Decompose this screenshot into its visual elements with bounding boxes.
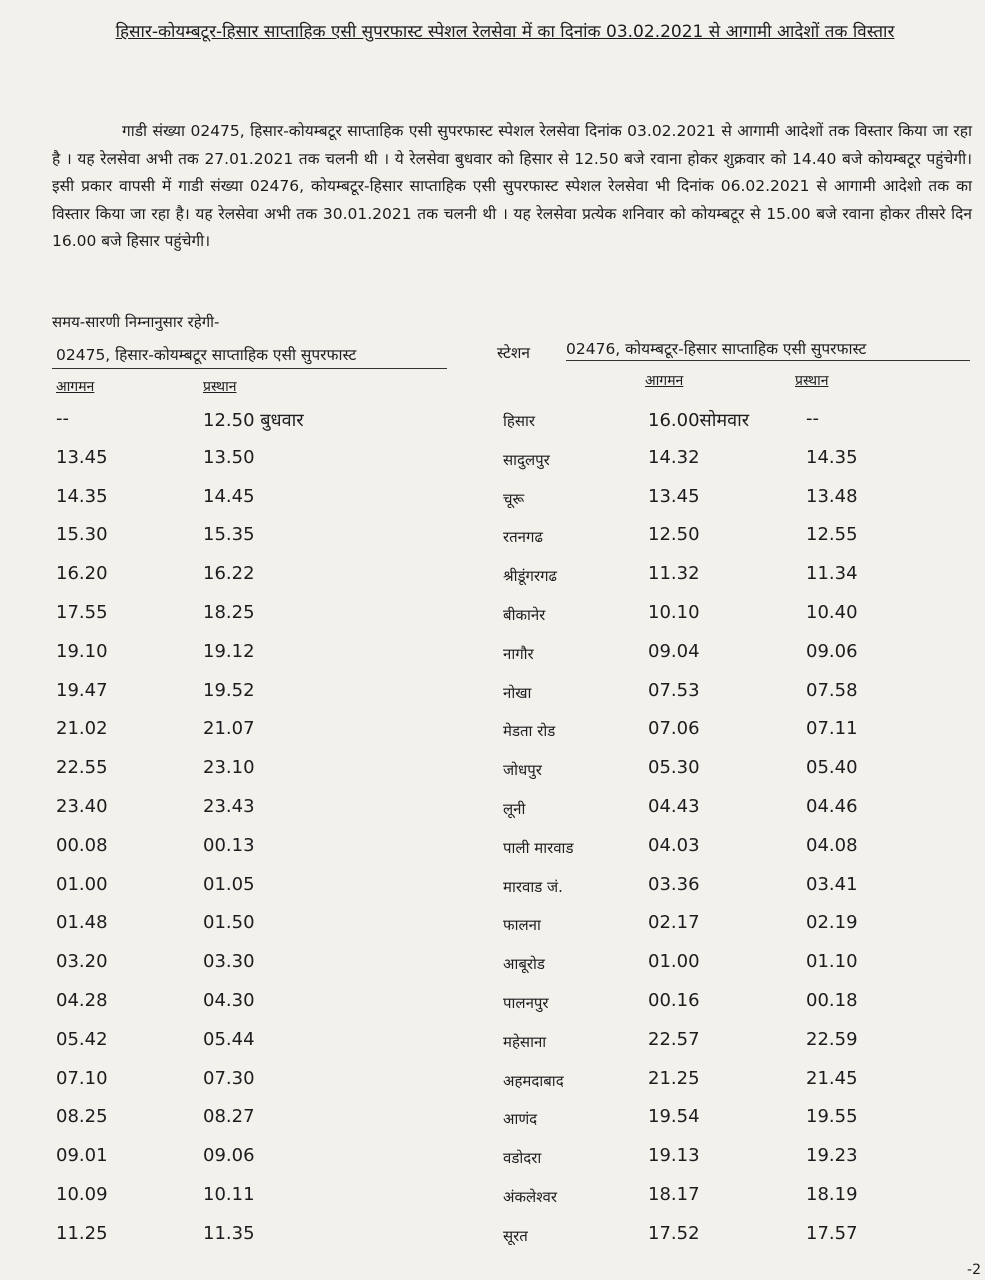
timetable-row	[0, 912, 985, 942]
notice-paragraph-text: गाडी संख्या 02475, हिसार-कोयम्बटूर साप्ताहिक एसी सुपरफास्ट स्पेशल रेलसेवा दिनांक 03.02.2021 से आगामी आदेशों तक विस्तार किया जा रहा है । यह रेलसेवा अभी तक 27.01.2021 तक चलनी थी । ये रेलसेवा बुधवार को हिसार से 12.50 बजे रवाना होकर शुक्रवार को 14.40 बजे कोयम्बटूर पहुंचेगी। इसी प्रकार वापसी में गाडी संख्या 02476, कोयम्बटूर-हिसार साप्ताहिक एसी सुपरफास्ट स्पेशल रेलसेवा भी दिनांक 06.02.2021 से आगामी आदेशो तक का विस्तार किया जा रहा है। यह रेलसेवा अभी तक 30.01.2021 तक चलनी थी । यह रेलसेवा प्रत्येक शनिवार को कोयम्बटूर से 15.00 बजे रवाना होकर तीसरे दिन 16.00 बजे हिसार पहुंचेगी।	[52, 122, 972, 250]
train2-heading-rule	[566, 360, 970, 361]
cell-arr1: 07.10	[56, 1067, 108, 1089]
cell-dep1: 19.12	[203, 640, 255, 662]
cell-station: पालनपुर	[503, 994, 549, 1012]
cell-arr1: 01.48	[56, 912, 108, 934]
cell-dep1: 03.30	[203, 951, 255, 973]
cell-dep2: 17.57	[806, 1222, 858, 1244]
cell-arr1: 14.35	[56, 485, 108, 507]
cell-dep1: 07.30	[203, 1067, 255, 1089]
timetable-row	[0, 486, 985, 516]
cell-station: महेसाना	[503, 1032, 547, 1051]
cell-station: आबूरोड	[503, 955, 545, 974]
cell-dep1: 00.13	[203, 834, 255, 856]
cell-arr2: 03.36	[648, 873, 700, 895]
cell-dep1: 19.52	[203, 679, 255, 701]
timetable-row	[0, 524, 985, 554]
cell-dep2: 05.40	[806, 757, 858, 779]
station-heading: स्टेशन	[497, 344, 530, 362]
timetable-row	[0, 757, 985, 787]
cell-arr1: 15.30	[56, 524, 108, 546]
cell-arr2: 11.32	[648, 563, 700, 585]
cell-station: नागौर	[503, 644, 534, 663]
cell-arr1: 22.55	[56, 757, 108, 779]
cell-arr2: 07.06	[648, 718, 700, 740]
cell-dep2: 01.10	[806, 951, 858, 973]
timetable-row	[0, 563, 985, 593]
cell-station: रतनगढ	[503, 528, 543, 547]
cell-dep1: 12.50 बुधवार	[203, 410, 304, 431]
cell-arr1: 11.25	[56, 1222, 108, 1244]
cell-dep1: 23.43	[203, 796, 255, 817]
timetable-row	[0, 1223, 985, 1253]
timetable-row	[0, 1029, 985, 1059]
cell-arr2: 02.17	[648, 912, 700, 934]
train2-heading: 02476, कोयम्बटूर-हिसार साप्ताहिक एसी सुपरफास्ट	[566, 340, 867, 358]
notice-title: हिसार-कोयम्बटूर-हिसार साप्ताहिक एसी सुपरफास्ट स्पेशल रेलसेवा में का दिनांक 03.02.2021 से आगामी आदेशों तक विस्तार	[115, 22, 895, 42]
cell-arr2: 07.53	[648, 679, 700, 701]
cell-station: फालना	[503, 916, 541, 935]
cell-arr1: --	[56, 408, 69, 429]
cell-dep1: 08.27	[203, 1106, 255, 1128]
timetable-row	[0, 796, 985, 826]
cell-arr2: 22.57	[648, 1028, 700, 1050]
cell-arr2: 13.45	[648, 485, 700, 507]
timetable-row	[0, 602, 985, 632]
train1-heading: 02475, हिसार-कोयम्बटूर साप्ताहिक एसी सुपरफास्ट	[56, 346, 357, 364]
cell-dep2: 04.46	[806, 796, 858, 817]
cell-dep1: 01.50	[203, 912, 255, 934]
cell-arr2: 01.00	[648, 951, 700, 973]
cell-dep2: --	[806, 408, 819, 429]
cell-dep2: 19.55	[806, 1106, 858, 1128]
timetable-row	[0, 990, 985, 1020]
cell-dep2: 11.34	[806, 563, 858, 585]
cell-arr1: 13.45	[56, 446, 108, 468]
cell-arr2: 12.50	[648, 524, 700, 546]
train1-arrival-label: आगमन	[56, 379, 95, 395]
cell-dep2: 21.45	[806, 1067, 858, 1089]
cell-dep2: 10.40	[806, 602, 858, 623]
cell-dep1: 16.22	[203, 563, 255, 585]
cell-arr1: 10.09	[56, 1184, 108, 1205]
timetable-row	[0, 1106, 985, 1136]
cell-dep2: 13.48	[806, 485, 858, 507]
cell-arr2: 04.43	[648, 796, 700, 817]
cell-arr2: 04.03	[648, 834, 700, 856]
cell-station: सादुलपुर	[503, 450, 550, 469]
cell-arr1: 17.55	[56, 602, 108, 623]
cell-station: अहमदाबाद	[503, 1071, 564, 1090]
cell-dep1: 04.30	[203, 990, 255, 1011]
cell-dep1: 11.35	[203, 1222, 255, 1244]
cell-dep2: 00.18	[806, 990, 858, 1011]
cell-station: नोखा	[503, 683, 532, 702]
cell-dep2: 09.06	[806, 640, 858, 662]
cell-arr1: 05.42	[56, 1028, 108, 1050]
cell-station: सूरत	[503, 1226, 528, 1245]
cell-arr2: 19.54	[648, 1106, 700, 1128]
timetable-row	[0, 835, 985, 865]
cell-arr2: 18.17	[648, 1184, 700, 1205]
cell-dep1: 15.35	[203, 524, 255, 546]
cell-dep1: 13.50	[203, 446, 255, 468]
cell-dep1: 14.45	[203, 485, 255, 507]
cell-arr1: 09.01	[56, 1145, 108, 1167]
cell-dep2: 19.23	[806, 1145, 858, 1167]
cell-arr2: 21.25	[648, 1067, 700, 1089]
cell-dep2: 03.41	[806, 873, 858, 895]
cell-dep1: 10.11	[203, 1184, 255, 1205]
cell-arr1: 23.40	[56, 796, 108, 817]
cell-dep1: 18.25	[203, 602, 255, 623]
timetable-row	[0, 408, 985, 438]
cell-arr2: 17.52	[648, 1222, 700, 1244]
cell-arr2: 09.04	[648, 640, 700, 662]
cell-arr2: 19.13	[648, 1145, 700, 1167]
cell-arr1: 01.00	[56, 873, 108, 895]
cell-dep1: 09.06	[203, 1145, 255, 1167]
cell-dep2: 07.58	[806, 679, 858, 701]
train1-departure-label: प्रस्थान	[203, 379, 237, 395]
timetable-row	[0, 1068, 985, 1098]
cell-dep1: 01.05	[203, 873, 255, 895]
cell-arr1: 00.08	[56, 834, 108, 856]
cell-arr1: 03.20	[56, 951, 108, 973]
train2-departure-label: प्रस्थान	[795, 373, 829, 389]
cell-arr1: 08.25	[56, 1106, 108, 1128]
cell-dep2: 14.35	[806, 446, 858, 468]
cell-station: चूरू	[503, 489, 525, 508]
train2-arrival-label: आगमन	[645, 373, 684, 389]
cell-dep2: 02.19	[806, 912, 858, 934]
cell-arr1: 04.28	[56, 990, 108, 1011]
timetable-row	[0, 1145, 985, 1175]
page-number: -2	[967, 1262, 981, 1278]
cell-arr1: 19.10	[56, 640, 108, 662]
timetable-row	[0, 874, 985, 904]
cell-station: हिसार	[503, 412, 536, 430]
cell-dep2: 22.59	[806, 1028, 858, 1050]
cell-dep1: 23.10	[203, 757, 255, 779]
cell-arr2: 14.32	[648, 446, 700, 468]
timetable-row	[0, 951, 985, 981]
timetable-row	[0, 641, 985, 671]
cell-dep1: 05.44	[203, 1028, 255, 1050]
cell-dep2: 07.11	[806, 718, 858, 740]
cell-arr2: 00.16	[648, 990, 700, 1011]
cell-station: जोधपुर	[503, 761, 542, 780]
timetable-row	[0, 447, 985, 477]
schedule-lead: समय-सारणी निम्नानुसार रहेगी-	[52, 313, 220, 331]
timetable-row	[0, 718, 985, 748]
cell-station: वडोदरा	[503, 1149, 542, 1168]
cell-station: पाली मारवाड	[503, 838, 574, 857]
cell-arr2: 10.10	[648, 602, 700, 623]
cell-arr1: 21.02	[56, 718, 108, 740]
cell-station: आणंद	[503, 1110, 538, 1129]
cell-arr1: 19.47	[56, 679, 108, 701]
cell-station: अंकलेश्वर	[503, 1188, 558, 1206]
cell-station: लूनी	[503, 800, 526, 818]
cell-arr2: 05.30	[648, 757, 700, 779]
cell-station: मारवाड जं.	[503, 877, 563, 896]
cell-station: मेडता रोड	[503, 722, 556, 741]
cell-arr2: 16.00सोमवार	[648, 410, 750, 431]
train1-heading-rule	[52, 368, 447, 369]
cell-dep1: 21.07	[203, 718, 255, 740]
cell-dep2: 04.08	[806, 834, 858, 856]
notice-paragraph	[52, 118, 972, 256]
cell-arr1: 16.20	[56, 563, 108, 585]
cell-dep2: 12.55	[806, 524, 858, 546]
cell-dep2: 18.19	[806, 1184, 858, 1205]
cell-station: बीकानेर	[503, 606, 546, 624]
cell-station: श्रीडूंगरगढ	[503, 567, 558, 586]
timetable-row	[0, 1184, 985, 1214]
timetable-row	[0, 680, 985, 710]
